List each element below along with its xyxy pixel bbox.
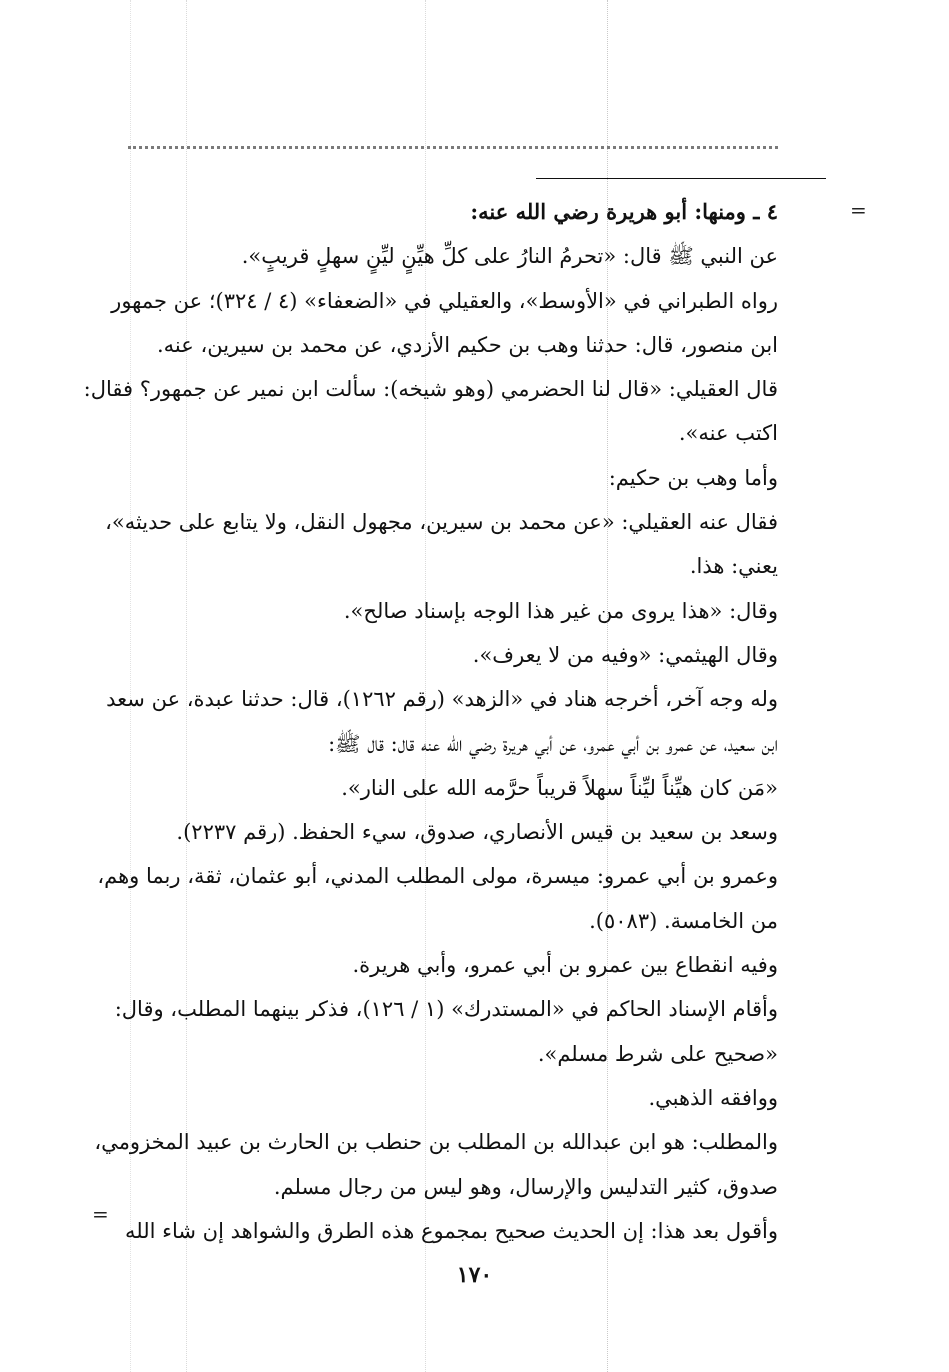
text-line: من الخامسة. (٥٠٨٣). — [589, 908, 778, 933]
text-line: «صحيح على شرط مسلم». — [537, 1041, 778, 1066]
text-line: وسعد بن سعيد بن قيس الأنصاري، صدوق، سيء الحفظ. (رقم ٢٢٣٧). — [176, 820, 778, 845]
dotted-separator — [128, 146, 778, 149]
text-line: ابن سعيد، عن عمرو بن أبي عمرو، عن أبي هريرة رضي الله عنه قال: قال ﷺ: — [328, 731, 778, 756]
text-line: وقال: «هذا يروى من غير هذا الوجه بإسناد صالح». — [343, 598, 778, 623]
text-line: وأقام الإسناد الحاكم في «المستدرك» (١ / ١٢٦)، فذكر بينهما المطلب، وقال: — [114, 997, 778, 1022]
continuation-mark-bottom: = — [92, 1202, 109, 1226]
text-line: اكتب عنه». — [678, 421, 778, 446]
page-number: ١٧٠ — [456, 1262, 493, 1288]
text-line: قال العقيلي: «قال لنا الحضرمي (وهو شيخه): سألت ابن نمير عن جمهور؟ فقال: — [83, 377, 778, 402]
section-rule — [536, 178, 826, 179]
text-line: يعني: هذا. — [689, 554, 778, 579]
text-line: وفيه انقطاع بين عمرو بن أبي عمرو، وأبي هريرة. — [352, 953, 778, 978]
text-line: رواه الطبراني في «الأوسط»، والعقيلي في «الضعفاء» (٤ / ٣٢٤)؛ عن جمهور — [111, 288, 778, 313]
text-line: وأما وهب بن حكيم: — [608, 465, 778, 490]
continuation-mark-right: = — [850, 198, 867, 222]
text-line: وله وجه آخر، أخرجه هناد في «الزهد» (رقم ١٢٦٢)، قال: حدثنا عبدة، عن سعد — [106, 687, 778, 712]
text-line: وقال الهيثمي: «وفيه من لا يعرف». — [472, 642, 778, 667]
section-heading: ٤ ـ ومنها: أبو هريرة رضي الله عنه: — [470, 199, 778, 224]
text-line: ووافقه الذهبي. — [648, 1085, 778, 1110]
text-line: ابن منصور، قال: حدثنا وهب بن حكيم الأزدي، عن محمد بن سيرين، عنه. — [156, 332, 778, 357]
text-line: «مَن كان هيِّناً ليِّناً سهلاً قريباً حرَّمه الله على النار». — [341, 775, 778, 800]
text-line: فقال عنه العقيلي: «عن محمد بن سيرين، مجهول النقل، ولا يتابع على حديثه»، — [105, 510, 778, 535]
text-line: وأقول بعد هذا: إن الحديث صحيح بمجموع هذه الطرق والشواهد إن شاء الله — [125, 1218, 778, 1243]
text-line: والمطلب: هو ابن عبدالله بن المطلب بن حنطب بن الحارث بن عبيد المخزومي، — [94, 1130, 778, 1155]
body-text — [83, 190, 778, 1253]
text-line: صدوق، كثير التدليس والإرسال، وهو ليس من رجال مسلم. — [273, 1174, 778, 1199]
text-line: عن النبي ﷺ قال: «تحرمُ النارُ على كلِّ هيِّنٍ ليِّنٍ سهلٍ قريبٍ». — [241, 244, 778, 269]
text-line: وعمرو بن أبي عمرو: ميسرة، مولى المطلب المدني، أبو عثمان، ثقة، ربما وهم، — [97, 864, 778, 889]
